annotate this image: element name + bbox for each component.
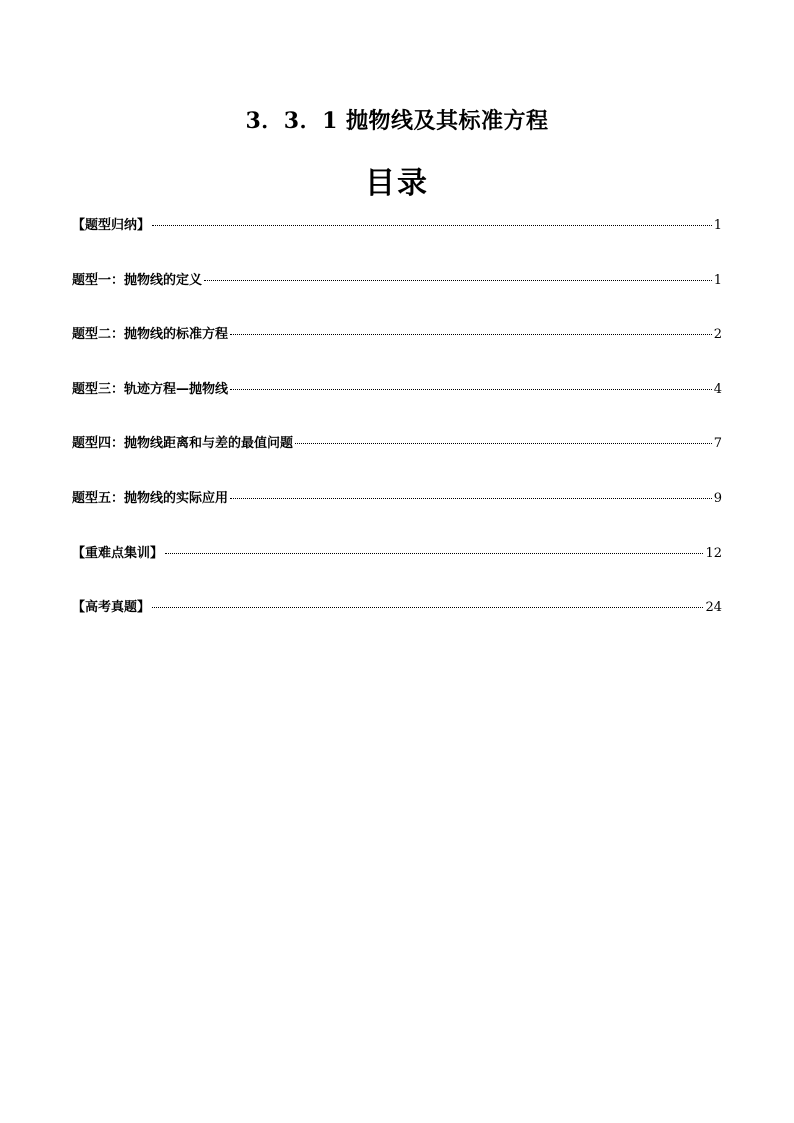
toc-entry-label: 题型三：轨迹方程—抛物线 (72, 381, 229, 397)
toc-entry-label: 题型四：抛物线距离和与差的最值问题 (72, 436, 294, 452)
toc-dot-leader (230, 498, 712, 499)
toc-entry-label: 【题型归纳】 (72, 218, 151, 233)
toc-entry-label: 题型二：抛物线的标准方程 (72, 327, 229, 343)
toc-entry-label: 题型五：抛物线的实际应用 (72, 490, 229, 506)
toc-entry-type-4[interactable] (72, 434, 722, 454)
toc-dot-leader (152, 607, 703, 608)
toc-entry-type-5[interactable] (72, 489, 722, 509)
toc-dot-leader (165, 553, 703, 554)
toc-entry-page: 7 (713, 436, 722, 452)
toc-entry-label: 题型一：抛物线的定义 (72, 272, 203, 288)
toc-dot-leader (230, 389, 712, 390)
toc-entry-question-types[interactable] (72, 216, 722, 236)
document-title: 3．3．1 抛物线及其标准方程 (245, 108, 549, 134)
table-of-contents (72, 216, 722, 653)
toc-entry-page: 24 (705, 600, 722, 616)
toc-entry-type-1[interactable] (72, 271, 722, 291)
toc-dot-leader (230, 334, 712, 335)
toc-entry-label: 【高考真题】 (72, 600, 151, 616)
toc-heading: 目录 (365, 166, 429, 201)
toc-entry-key-training[interactable] (72, 544, 722, 564)
toc-entry-page: 4 (713, 381, 722, 397)
toc-entry-exam-questions[interactable] (72, 598, 722, 618)
toc-entry-type-2[interactable] (72, 325, 722, 345)
toc-entry-page: 2 (713, 327, 722, 343)
toc-entry-page: 9 (713, 490, 722, 506)
toc-dot-leader (152, 225, 712, 226)
toc-dot-leader (204, 280, 712, 281)
toc-entry-type-3[interactable] (72, 380, 722, 400)
toc-dot-leader (295, 443, 712, 444)
toc-entry-page: 12 (705, 545, 722, 561)
toc-entry-page: 1 (713, 272, 722, 288)
toc-entry-page: 1 (713, 218, 722, 233)
toc-entry-label: 【重难点集训】 (72, 545, 164, 561)
